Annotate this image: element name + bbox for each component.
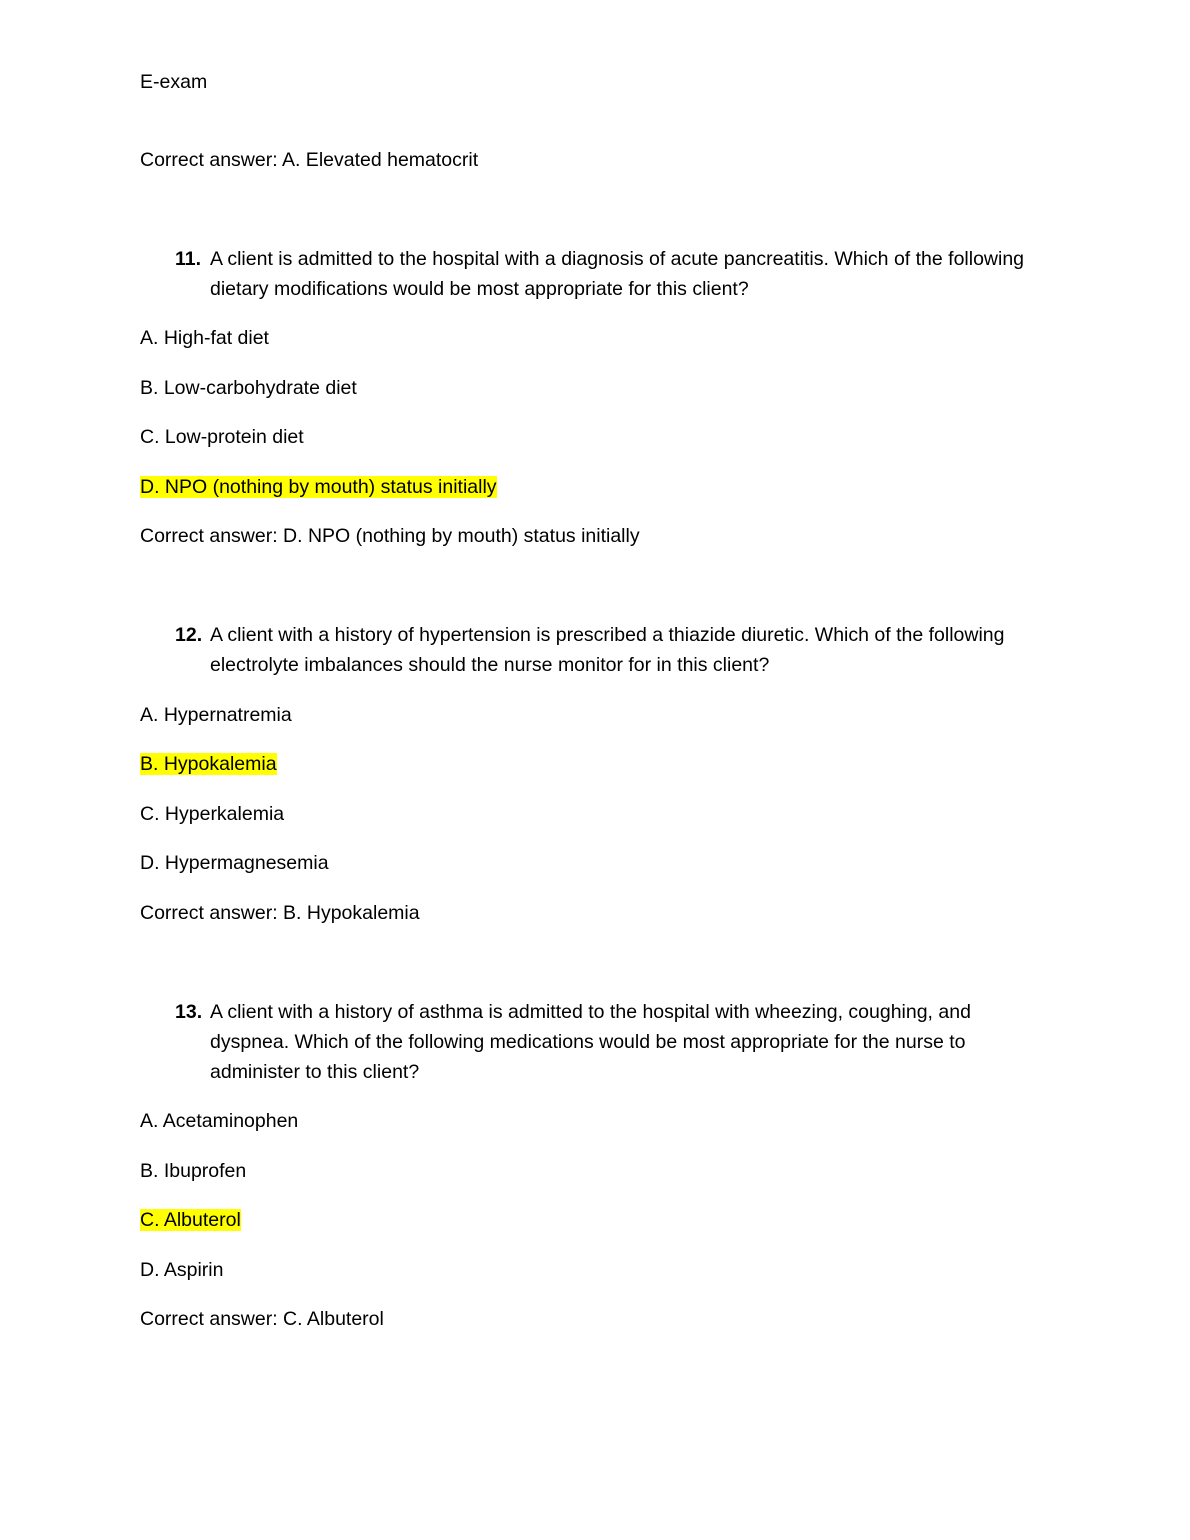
option-b-highlighted bbox=[140, 749, 277, 779]
option-b: B. Ibuprofen bbox=[140, 1160, 247, 1182]
question-number: 12. bbox=[175, 624, 203, 646]
option-a: A. Acetaminophen bbox=[140, 1110, 299, 1132]
question-stem: A client with a history of asthma is admitted to the hospital with wheezing, coughing, and dyspnea. Which of the following medications would be most appropriate for the nurse to administer to this client? bbox=[210, 1001, 971, 1083]
option-d: D. Aspirin bbox=[140, 1259, 224, 1281]
answer-highlight: C. Albuterol bbox=[140, 1209, 241, 1231]
answer-highlight: D. NPO (nothing by mouth) status initially bbox=[140, 476, 497, 498]
question-number: 11. bbox=[175, 248, 202, 270]
question-number: 13. bbox=[175, 1001, 203, 1023]
option-c-highlighted bbox=[140, 1205, 241, 1235]
question-13 bbox=[175, 997, 1055, 1087]
option-c: C. Low-protein diet bbox=[140, 426, 304, 448]
previous-correct-answer: Correct answer: A. Elevated hematocrit bbox=[140, 149, 479, 171]
question-stem: A client with a history of hypertension is prescribed a thiazide diuretic. Which of the following electrolyte imbalances should the nurse monitor for in this client? bbox=[210, 624, 1005, 676]
option-d-highlighted bbox=[140, 472, 497, 502]
option-a: A. High-fat diet bbox=[140, 327, 269, 349]
page-header-title: E-exam bbox=[140, 71, 208, 93]
question-12 bbox=[175, 620, 1055, 680]
correct-answer-12: Correct answer: B. Hypokalemia bbox=[140, 902, 420, 924]
question-stem: A client is admitted to the hospital with a diagnosis of acute pancreatitis. Which of the following dietary modifications would be most appropriate for this client? bbox=[210, 248, 1025, 300]
correct-answer-11: Correct answer: D. NPO (nothing by mouth) status initially bbox=[140, 525, 640, 547]
correct-answer-13: Correct answer: C. Albuterol bbox=[140, 1308, 384, 1330]
answer-highlight: B. Hypokalemia bbox=[140, 753, 277, 775]
option-a: A. Hypernatremia bbox=[140, 704, 292, 726]
option-d: D. Hypermagnesemia bbox=[140, 852, 329, 874]
option-c: C. Hyperkalemia bbox=[140, 803, 285, 825]
question-11 bbox=[175, 244, 1055, 304]
option-b: B. Low-carbohydrate diet bbox=[140, 377, 357, 399]
